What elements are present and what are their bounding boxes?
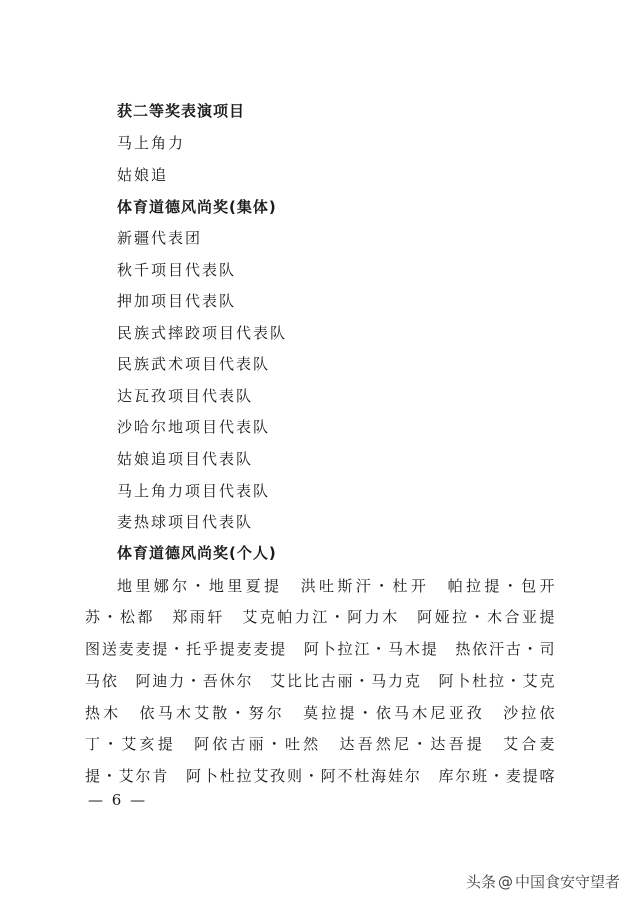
watermark <box>466 872 620 892</box>
list-item: 麦热球项目代表队 <box>117 513 254 531</box>
paragraph-line: 马依 阿迪力・吾休尔 艾比比古丽・马力克 阿卜杜拉・艾克 <box>85 672 555 690</box>
list-item: 姑娘追 <box>117 166 169 184</box>
watermark-account: 中国食安守望者 <box>514 873 620 891</box>
list-item: 沙哈尔地项目代表队 <box>117 418 271 436</box>
list-item: 民族武术项目代表队 <box>117 355 271 373</box>
list-item: 达瓦孜项目代表队 <box>117 387 254 405</box>
list-item: 马上角力 <box>117 134 186 152</box>
page-number: — 6 — <box>88 791 148 809</box>
paragraph-line: 热木 依马木艾散・努尔 莫拉提・依马木尼亚孜 沙拉依 <box>85 704 555 722</box>
watermark-prefix: 头条 <box>465 873 496 891</box>
list-item: 姑娘追项目代表队 <box>117 450 254 468</box>
paragraph-line: 提・艾尔肯 阿卜杜拉艾孜则・阿不杜海娃尔 库尔班・麦提喀 <box>85 767 555 785</box>
list-item: 新疆代表团 <box>117 229 203 247</box>
list-item: 押加项目代表队 <box>117 292 237 310</box>
at-icon: @ <box>497 873 513 891</box>
heading-sportsmanship-group: 体育道德风尚奖(集体) <box>117 198 277 216</box>
heading-sportsmanship-individual: 体育道德风尚奖(个人) <box>117 544 277 562</box>
list-item: 民族式摔跤项目代表队 <box>117 324 288 342</box>
heading-second-prize: 获二等奖表演项目 <box>117 102 246 120</box>
paragraph-line: 苏・松都 郑雨轩 艾克帕力江・阿力木 阿娅拉・木合亚提 <box>85 608 555 626</box>
list-item: 秋千项目代表队 <box>117 261 237 279</box>
paragraph-line: 地里娜尔・地里夏提 洪吐斯汗・杜开 帕拉提・包开 <box>117 577 555 595</box>
list-item: 马上角力项目代表队 <box>117 482 271 500</box>
paragraph-line: 丁・艾亥提 阿依古丽・吐然 达吾然尼・达吾提 艾合麦 <box>85 735 555 753</box>
paragraph-line: 图送麦麦提・托乎提麦麦提 阿卜拉江・马木提 热依汗古・司 <box>85 640 555 658</box>
